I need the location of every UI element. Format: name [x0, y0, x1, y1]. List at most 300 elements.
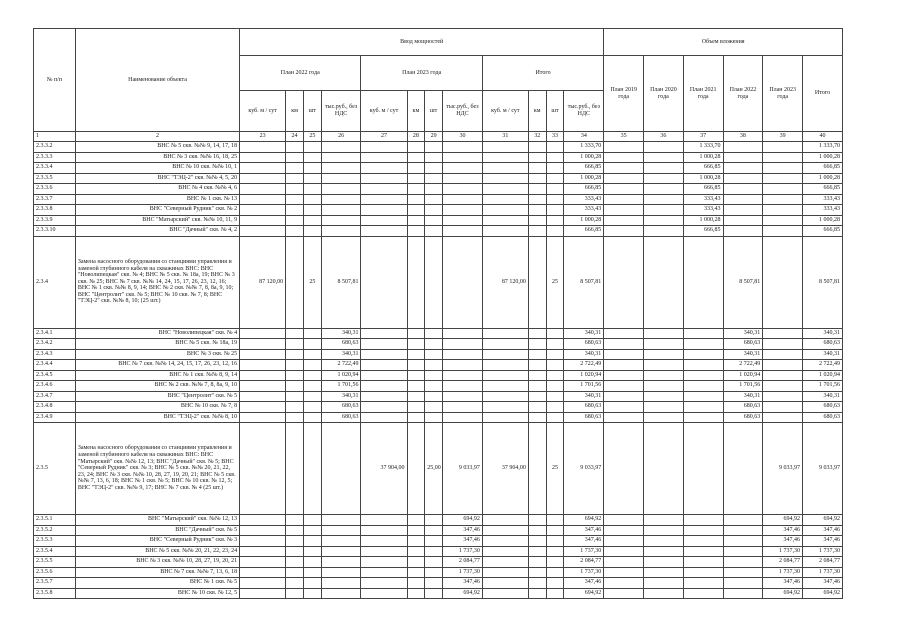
table-row [34, 173, 843, 184]
column-index: 31 [482, 132, 528, 142]
cell-col-39 [763, 370, 803, 381]
cell-col-32 [528, 349, 546, 360]
unit-header-m3: куб. м / сут [482, 91, 528, 132]
cell-col-30 [443, 328, 483, 339]
cell-col-27: 37 904,00 [361, 423, 407, 515]
cell-col-35 [604, 567, 644, 578]
row-name: ВНС № 3 скв. №№ 10, 28, 27, 19, 20, 21 [75, 557, 239, 568]
cell-col-40: 1 000,28 [803, 152, 843, 163]
cell-col-28 [407, 339, 425, 350]
unit-header-m3: куб. м / сут [361, 91, 407, 132]
cell-col-27 [361, 370, 407, 381]
cell-col-32 [528, 515, 546, 526]
cell-col-26 [321, 525, 361, 536]
cell-col-36 [644, 205, 684, 216]
cell-col-31 [482, 226, 528, 237]
cell-col-27 [361, 163, 407, 174]
cell-col-24 [286, 360, 304, 371]
cell-col-38 [723, 546, 763, 557]
row-code: 2.3.5.7 [34, 578, 76, 589]
cell-col-35 [604, 360, 644, 371]
cell-col-28 [407, 226, 425, 237]
cell-col-28 [407, 546, 425, 557]
cell-col-33 [546, 402, 564, 413]
cell-col-24 [286, 142, 304, 153]
cell-col-23 [240, 515, 286, 526]
cell-col-31: 87 120,00 [482, 236, 528, 328]
cell-col-25 [303, 578, 321, 589]
cell-col-35 [604, 205, 644, 216]
cell-col-40: 666,85 [803, 226, 843, 237]
cell-col-27 [361, 194, 407, 205]
cell-col-30 [443, 173, 483, 184]
cell-col-30 [443, 402, 483, 413]
cell-col-30: 347,46 [443, 525, 483, 536]
cell-col-29 [425, 578, 443, 589]
cell-col-27 [361, 142, 407, 153]
cell-col-31 [482, 163, 528, 174]
cell-col-36 [644, 163, 684, 174]
cell-col-37: 1 333,70 [683, 142, 723, 153]
cell-col-24 [286, 339, 304, 350]
cell-col-29 [425, 391, 443, 402]
cell-col-34: 666,85 [564, 163, 604, 174]
table-row [34, 423, 843, 515]
cell-col-34: 1 000,28 [564, 152, 604, 163]
row-code: 2.3.5.3 [34, 536, 76, 547]
cell-col-36 [644, 184, 684, 195]
row-code: 2.3.3.10 [34, 226, 76, 237]
cell-col-27 [361, 152, 407, 163]
cell-col-27 [361, 515, 407, 526]
row-code: 2.3.5.5 [34, 557, 76, 568]
cell-col-23 [240, 215, 286, 226]
cell-col-38 [723, 205, 763, 216]
cell-col-26: 680,63 [321, 402, 361, 413]
cell-col-40: 9 033,97 [803, 423, 843, 515]
cell-col-29 [425, 236, 443, 328]
table-row [34, 525, 843, 536]
cell-col-23 [240, 402, 286, 413]
cell-col-31 [482, 536, 528, 547]
cell-col-34: 340,31 [564, 391, 604, 402]
cell-col-28 [407, 152, 425, 163]
cell-col-33 [546, 349, 564, 360]
row-name: ВНС "Северный Рудник" скв. № 3 [75, 536, 239, 547]
column-index: 38 [723, 132, 763, 142]
table-row [34, 381, 843, 392]
cell-col-34: 1 000,28 [564, 173, 604, 184]
column-index: 24 [286, 132, 304, 142]
header-volume-group: Объем вложения [604, 29, 843, 56]
cell-col-31 [482, 546, 528, 557]
column-index: 2 [75, 132, 239, 142]
cell-col-35 [604, 588, 644, 599]
cell-col-32 [528, 391, 546, 402]
row-name: ВНС "Северный Рудник" скв. № 2 [75, 205, 239, 216]
cell-col-32 [528, 142, 546, 153]
cell-col-28 [407, 194, 425, 205]
cell-col-25 [303, 328, 321, 339]
cell-col-31 [482, 515, 528, 526]
row-name: ВНС № 7 скв. №№ 14, 24, 15, 17, 26, 23, 12, 16 [75, 360, 239, 371]
header-num: № п/п [34, 29, 76, 132]
cell-col-24 [286, 402, 304, 413]
cell-col-36 [644, 226, 684, 237]
cell-col-26: 8 507,81 [321, 236, 361, 328]
cell-col-24 [286, 391, 304, 402]
cell-col-26 [321, 152, 361, 163]
cell-col-26 [321, 588, 361, 599]
cell-col-29 [425, 588, 443, 599]
cell-col-28 [407, 215, 425, 226]
table-row [34, 184, 843, 195]
cell-col-23 [240, 184, 286, 195]
investment-table [33, 28, 843, 599]
cell-col-27 [361, 328, 407, 339]
cell-col-25 [303, 360, 321, 371]
cell-col-31 [482, 370, 528, 381]
column-index: 35 [604, 132, 644, 142]
cell-col-39 [763, 205, 803, 216]
cell-col-24 [286, 557, 304, 568]
cell-col-26: 340,31 [321, 328, 361, 339]
cell-col-32 [528, 163, 546, 174]
row-name: ВНС "Матырский" скв. №№ 12, 13 [75, 515, 239, 526]
cell-col-26: 340,31 [321, 391, 361, 402]
cell-col-36 [644, 546, 684, 557]
cell-col-38 [723, 173, 763, 184]
cell-col-36 [644, 423, 684, 515]
cell-col-25 [303, 567, 321, 578]
table-row [34, 567, 843, 578]
table-row [34, 536, 843, 547]
header-vol-plan2019: План 2019 года [604, 56, 644, 132]
header-intro-group: Ввод мощностей [240, 29, 604, 56]
row-code: 2.3.4.9 [34, 412, 76, 423]
cell-col-33 [546, 381, 564, 392]
cell-col-31 [482, 194, 528, 205]
cell-col-37 [683, 567, 723, 578]
cell-col-30 [443, 412, 483, 423]
cell-col-35 [604, 391, 644, 402]
cell-col-35 [604, 370, 644, 381]
cell-col-27 [361, 525, 407, 536]
cell-col-31 [482, 349, 528, 360]
cell-col-38 [723, 515, 763, 526]
cell-col-34: 1 020,94 [564, 370, 604, 381]
cell-col-26: 680,63 [321, 339, 361, 350]
cell-col-33 [546, 226, 564, 237]
cell-col-36 [644, 328, 684, 339]
cell-col-23 [240, 546, 286, 557]
cell-col-40: 1 333,70 [803, 142, 843, 153]
cell-col-32 [528, 226, 546, 237]
cell-col-40: 1 701,56 [803, 381, 843, 392]
cell-col-27 [361, 567, 407, 578]
cell-col-28 [407, 163, 425, 174]
cell-col-28 [407, 205, 425, 216]
column-index: 33 [546, 132, 564, 142]
cell-col-25 [303, 515, 321, 526]
cell-col-23 [240, 423, 286, 515]
cell-col-30: 2 084,77 [443, 557, 483, 568]
cell-col-30: 9 033,97 [443, 423, 483, 515]
cell-col-27 [361, 578, 407, 589]
row-code: 2.3.4.3 [34, 349, 76, 360]
cell-col-26 [321, 194, 361, 205]
column-index: 29 [425, 132, 443, 142]
row-code: 2.3.3.6 [34, 184, 76, 195]
cell-col-33 [546, 412, 564, 423]
cell-col-28 [407, 360, 425, 371]
cell-col-37 [683, 381, 723, 392]
cell-col-25 [303, 194, 321, 205]
cell-col-23 [240, 557, 286, 568]
cell-col-35 [604, 142, 644, 153]
row-code: 2.3.4 [34, 236, 76, 328]
cell-col-39 [763, 142, 803, 153]
cell-col-34: 347,46 [564, 525, 604, 536]
cell-col-34: 680,63 [564, 402, 604, 413]
cell-col-24 [286, 546, 304, 557]
table-row [34, 152, 843, 163]
cell-col-33 [546, 515, 564, 526]
column-index: 32 [528, 132, 546, 142]
row-code: 2.3.5 [34, 423, 76, 515]
cell-col-25 [303, 536, 321, 547]
cell-col-27 [361, 557, 407, 568]
cell-col-39: 347,46 [763, 525, 803, 536]
cell-col-34: 347,46 [564, 578, 604, 589]
cell-col-40: 347,46 [803, 578, 843, 589]
cell-col-23 [240, 588, 286, 599]
cell-col-26: 1 020,94 [321, 370, 361, 381]
cell-col-32 [528, 588, 546, 599]
cell-col-36 [644, 588, 684, 599]
column-index: 1 [34, 132, 76, 142]
cell-col-39: 694,92 [763, 588, 803, 599]
cell-col-36 [644, 236, 684, 328]
cell-col-31 [482, 391, 528, 402]
cell-col-36 [644, 391, 684, 402]
cell-col-36 [644, 173, 684, 184]
cell-col-34: 347,46 [564, 536, 604, 547]
cell-col-32 [528, 328, 546, 339]
cell-col-34: 680,63 [564, 339, 604, 350]
cell-col-40: 666,85 [803, 184, 843, 195]
cell-col-32 [528, 370, 546, 381]
cell-col-29 [425, 194, 443, 205]
cell-col-24 [286, 588, 304, 599]
cell-col-23 [240, 142, 286, 153]
cell-col-34: 9 033,97 [564, 423, 604, 515]
cell-col-34: 1 737,30 [564, 546, 604, 557]
cell-col-38 [723, 557, 763, 568]
cell-col-35 [604, 184, 644, 195]
cell-col-38: 680,63 [723, 412, 763, 423]
row-name: ВНС "ТЭЦ-2" скв. №№ 8, 10 [75, 412, 239, 423]
column-index: 28 [407, 132, 425, 142]
column-index: 25 [303, 132, 321, 142]
cell-col-35 [604, 339, 644, 350]
table-row [34, 142, 843, 153]
row-code: 2.3.4.7 [34, 391, 76, 402]
cell-col-38: 1 701,56 [723, 381, 763, 392]
cell-col-39 [763, 236, 803, 328]
cell-col-26 [321, 205, 361, 216]
cell-col-23 [240, 163, 286, 174]
cell-col-34: 340,31 [564, 349, 604, 360]
cell-col-37 [683, 391, 723, 402]
cell-col-35 [604, 163, 644, 174]
cell-col-31 [482, 557, 528, 568]
row-name: ВНС № 1 скв. № 5 [75, 578, 239, 589]
cell-col-24 [286, 412, 304, 423]
cell-col-25 [303, 226, 321, 237]
cell-col-31 [482, 525, 528, 536]
cell-col-28 [407, 536, 425, 547]
cell-col-37 [683, 412, 723, 423]
cell-col-29 [425, 536, 443, 547]
cell-col-25 [303, 381, 321, 392]
cell-col-31 [482, 402, 528, 413]
cell-col-38 [723, 423, 763, 515]
cell-col-28 [407, 402, 425, 413]
cell-col-34: 1 701,56 [564, 381, 604, 392]
cell-col-24 [286, 173, 304, 184]
cell-col-36 [644, 557, 684, 568]
table-row [34, 402, 843, 413]
cell-col-30: 347,46 [443, 578, 483, 589]
cell-col-34: 1 000,28 [564, 215, 604, 226]
cell-col-37: 333,43 [683, 194, 723, 205]
row-code: 2.3.5.2 [34, 525, 76, 536]
column-index: 26 [321, 132, 361, 142]
cell-col-30 [443, 163, 483, 174]
cell-col-28 [407, 173, 425, 184]
cell-col-36 [644, 142, 684, 153]
cell-col-31 [482, 328, 528, 339]
unit-header-pcs: шт [303, 91, 321, 132]
row-name: ВНС № 2 скв. №№ 7, 8, 8а, 9, 10 [75, 381, 239, 392]
cell-col-32 [528, 578, 546, 589]
cell-col-30 [443, 236, 483, 328]
cell-col-30 [443, 349, 483, 360]
cell-col-35 [604, 412, 644, 423]
cell-col-36 [644, 152, 684, 163]
cell-col-35 [604, 173, 644, 184]
cell-col-39 [763, 226, 803, 237]
cell-col-36 [644, 578, 684, 589]
table-row [34, 546, 843, 557]
cell-col-26 [321, 226, 361, 237]
cell-col-39 [763, 339, 803, 350]
cell-col-40: 694,92 [803, 515, 843, 526]
row-name: ВНС "Матырский" скв. №№ 10, 11, 9 [75, 215, 239, 226]
cell-col-33 [546, 328, 564, 339]
cell-col-25 [303, 184, 321, 195]
row-name: ВНС № 5 скв. №№ 20, 21, 22, 23, 24 [75, 546, 239, 557]
cell-col-30 [443, 381, 483, 392]
cell-col-30 [443, 339, 483, 350]
cell-col-38: 8 507,81 [723, 236, 763, 328]
cell-col-37 [683, 349, 723, 360]
cell-col-26: 1 701,56 [321, 381, 361, 392]
column-index: 27 [361, 132, 407, 142]
cell-col-37 [683, 236, 723, 328]
table-row [34, 360, 843, 371]
cell-col-29 [425, 525, 443, 536]
table-row [34, 194, 843, 205]
cell-col-26: 340,31 [321, 349, 361, 360]
cell-col-30 [443, 370, 483, 381]
cell-col-27 [361, 402, 407, 413]
cell-col-31 [482, 339, 528, 350]
cell-col-32 [528, 423, 546, 515]
cell-col-39: 1 737,30 [763, 567, 803, 578]
cell-col-31 [482, 184, 528, 195]
cell-col-33 [546, 215, 564, 226]
cell-col-26: 2 722,49 [321, 360, 361, 371]
header-vol-plan2020: План 2020 года [644, 56, 684, 132]
cell-col-40: 694,92 [803, 588, 843, 599]
row-name: ВНС № 5 скв. №№ 9, 14, 17, 18 [75, 142, 239, 153]
cell-col-23: 87 120,00 [240, 236, 286, 328]
cell-col-34: 8 507,81 [564, 236, 604, 328]
cell-col-37 [683, 360, 723, 371]
cell-col-35 [604, 423, 644, 515]
column-index: 34 [564, 132, 604, 142]
cell-col-34: 680,63 [564, 412, 604, 423]
cell-col-29 [425, 360, 443, 371]
cell-col-40: 2 084,77 [803, 557, 843, 568]
cell-col-32 [528, 339, 546, 350]
row-code: 2.3.4.8 [34, 402, 76, 413]
row-name: ВНС № 1 скв. № 13 [75, 194, 239, 205]
cell-col-25 [303, 205, 321, 216]
cell-col-38 [723, 588, 763, 599]
cell-col-40: 340,31 [803, 349, 843, 360]
cell-col-28 [407, 588, 425, 599]
row-code: 2.3.4.2 [34, 339, 76, 350]
table-row [34, 215, 843, 226]
cell-col-27 [361, 205, 407, 216]
cell-col-24 [286, 349, 304, 360]
cell-col-32 [528, 525, 546, 536]
cell-col-33 [546, 142, 564, 153]
cell-col-39: 2 084,77 [763, 557, 803, 568]
cell-col-24 [286, 226, 304, 237]
cell-col-39: 694,92 [763, 515, 803, 526]
row-name: ВНС "Дачный" скв. № 4, 2 [75, 226, 239, 237]
cell-col-25 [303, 546, 321, 557]
cell-col-35 [604, 215, 644, 226]
unit-header-rub: тыс.руб., без НДС [321, 91, 361, 132]
cell-col-40: 680,63 [803, 339, 843, 350]
cell-col-26 [321, 173, 361, 184]
cell-col-38 [723, 194, 763, 205]
cell-col-29 [425, 349, 443, 360]
cell-col-40: 1 737,30 [803, 567, 843, 578]
cell-col-33 [546, 360, 564, 371]
cell-col-25 [303, 163, 321, 174]
cell-col-32 [528, 173, 546, 184]
table-row [34, 328, 843, 339]
cell-col-40: 347,46 [803, 536, 843, 547]
cell-col-32 [528, 194, 546, 205]
cell-col-31 [482, 578, 528, 589]
